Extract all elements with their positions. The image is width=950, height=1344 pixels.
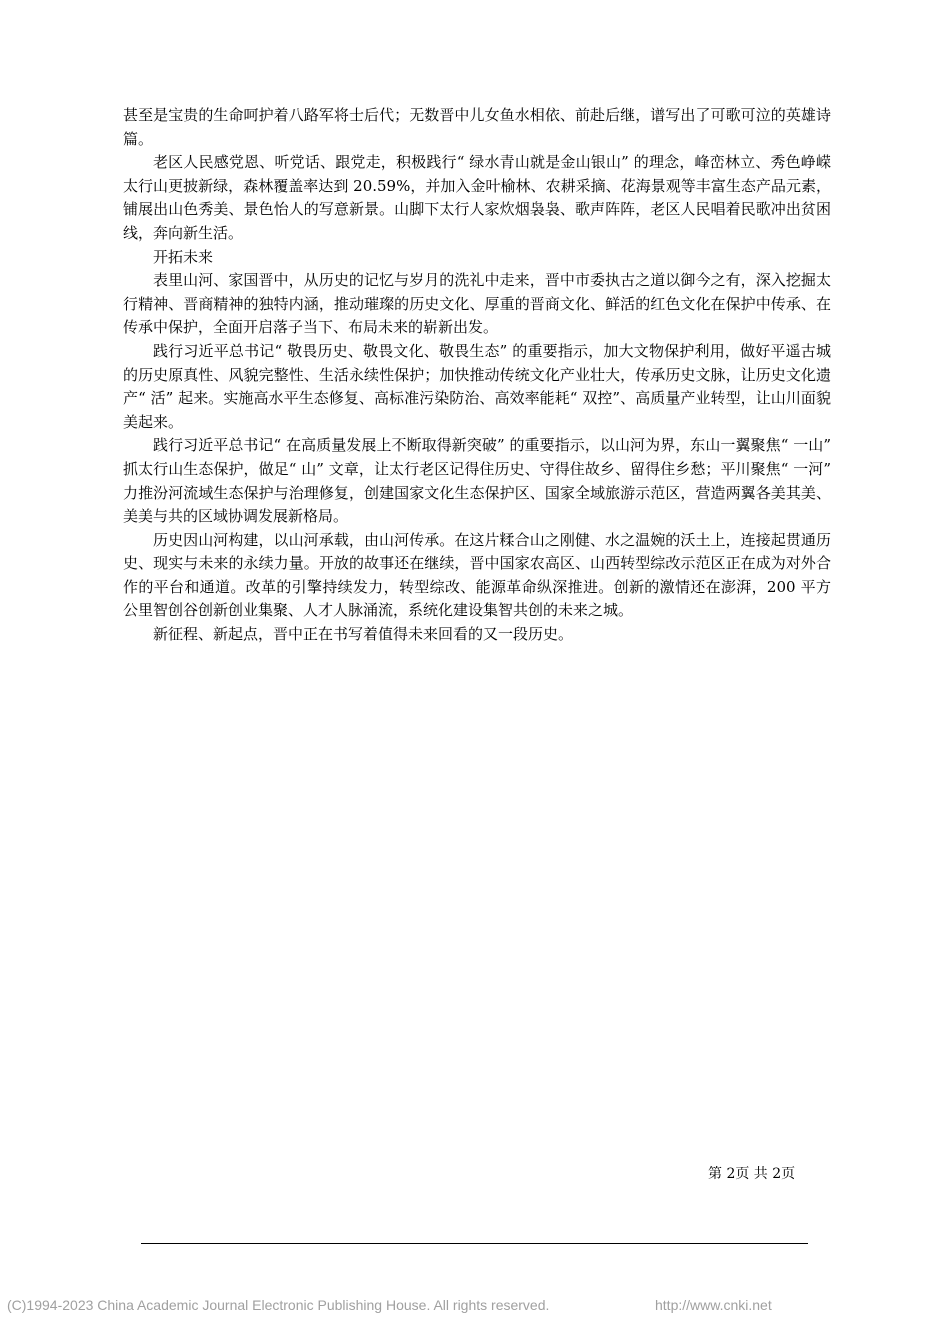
article-paragraph: 践行习近平总书记“ 敬畏历史、敬畏文化、敬畏生态” 的重要指示，加大文物保护利用，做好平遥古城的历史原真性、风貌完整性、生活永续性保护；加快推动传统文化产业壮大，传承历史文脉，让历史文化遗产“ 活” 起来。实施高水平生态修复、高标准污染防治、高效率能耗“ 双控”、高质量产业转型，让山川面貌美起来。 [123, 341, 831, 431]
footer-divider [141, 1243, 808, 1244]
article-paragraph: 践行习近平总书记“ 在高质量发展上不断取得新突破” 的重要指示，以山河为界，东山一翼聚焦“ 一山” 抓太行山生态保护，做足“ 山” 文章，让太行老区记得住历史、守得住故乡、留得住乡愁；平川聚焦“ 一河” 力推汾河流域生态保护与治理修复，创建国家文化生态保护区、国家全域旅游示范区，营造两翼各美其美、美美与共的区域协调发展新格局。 [123, 436, 831, 526]
article-paragraph: 表里山河、家国晋中，从历史的记忆与岁月的洗礼中走来，晋中市委执古之道以御今之有，深入挖掘太行精神、晋商精神的独特内涵，推动璀璨的历史文化、厚重的晋商文化、鲜活的红色文化在保护中传承、在传承中保护，全面开启落子当下、布局未来的崭新出发。 [123, 271, 831, 337]
copyright-notice: (C)1994-2023 China Academic Journal Electronic Publishing House. All rights reserved. [7, 1297, 550, 1313]
cnki-link[interactable]: http://www.cnki.net [655, 1297, 772, 1313]
article-paragraph: 历史因山河构建，以山河承载，由山河传承。在这片糅合山之刚健、水之温婉的沃土上，连接起贯通历史、现实与未来的永续力量。开放的故事还在继续，晋中国家农高区、山西转型综改示范区正在成为对外合作的平台和通道。改革的引擎持续发力，转型综改、能源革命纵深推进。创新的激情还在澎湃，200 平方公里智创谷创新创业集聚、人才人脉涌流，系统化建设集智共创的未来之城。 [123, 530, 831, 620]
article-paragraph: 老区人民感党恩、听党话、跟党走，积极践行“ 绿水青山就是金山银山” 的理念，峰峦林立、秀色峥嵘太行山更披新绿，森林覆盖率达到 20.59%，并加入金叶榆林、农耕采摘、花海景观等丰富生态产品元素，铺展出山色秀美、景色怡人的写意新景。山脚下太行人家炊烟袅袅、歌声阵阵，老区人民唱着民歌冲出贫困线，奔向新生活。 [123, 153, 831, 242]
page-indicator: 第 2页 共 2页 [708, 1166, 796, 1182]
article-body [123, 104, 831, 647]
article-paragraph: 开拓未来 [153, 247, 214, 266]
article-paragraph: 甚至是宝贵的生命呵护着八路军将士后代；无数晋中儿女鱼水相依、前赴后继，谱写出了可歌可泣的英雄诗篇。 [123, 106, 831, 148]
article-paragraph: 新征程、新起点，晋中正在书写着值得未来回看的又一段历史。 [153, 625, 574, 644]
